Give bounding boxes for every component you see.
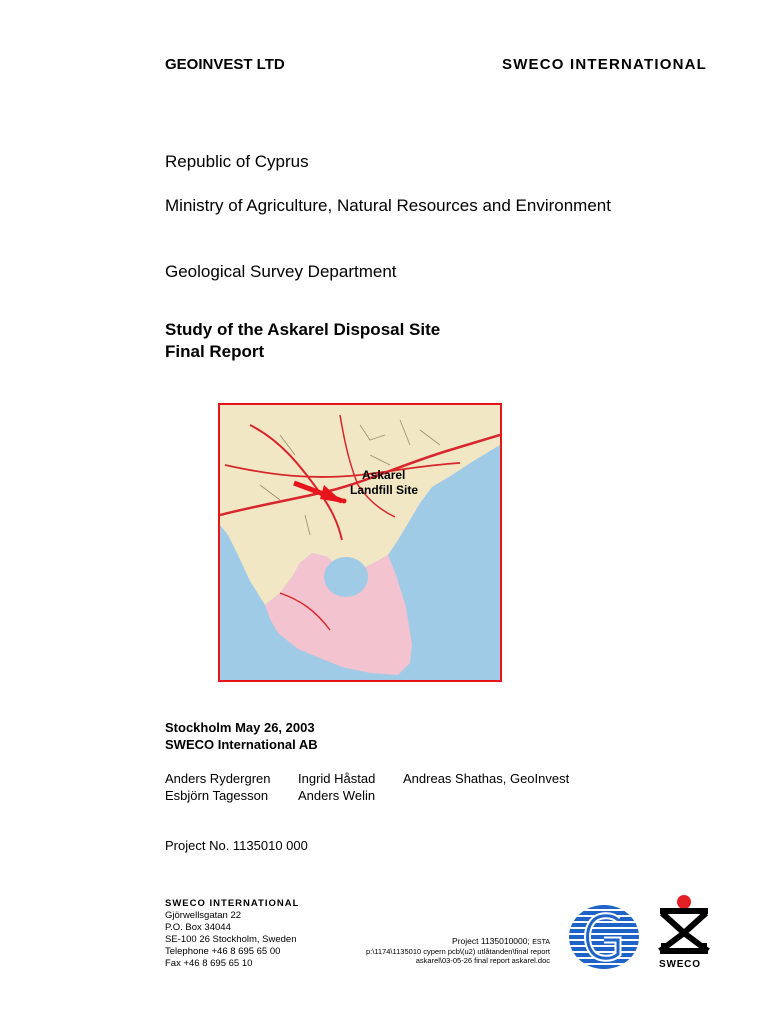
location-map — [218, 403, 502, 682]
address-company: SWECO INTERNATIONAL — [165, 898, 300, 909]
sweco-logo — [654, 893, 714, 964]
author-3: Andreas Shathas, GeoInvest — [403, 771, 570, 786]
file-project-code: Project 1135010000; — [452, 936, 530, 946]
file-reference-line1 — [366, 937, 550, 947]
header-company-left: GEOINVEST LTD — [165, 56, 285, 73]
author-2: Ingrid Håstad — [298, 771, 376, 786]
report-title — [165, 319, 440, 363]
geoinvest-logo — [568, 904, 640, 975]
map-salt-lake — [324, 557, 368, 597]
geoinvest-globe-icon — [568, 904, 640, 970]
sweco-mark — [660, 911, 708, 951]
file-reference — [366, 937, 550, 965]
sweco-logo-text: SWECO — [659, 959, 701, 970]
client-department: Geological Survey Department — [165, 262, 397, 281]
map-site-label-line1: Askarel — [362, 468, 406, 482]
map-site-label-line2: Landfill Site — [350, 483, 419, 497]
header-company-right: SWECO INTERNATIONAL — [501, 56, 707, 73]
report-date-block — [165, 719, 318, 753]
address-street: Gjörwellsgatan 22 — [165, 910, 242, 921]
sweco-emblem-icon — [654, 893, 714, 959]
file-name: askarel\03-05-26 final report askarel.doc — [415, 956, 550, 965]
file-path: p:\1174\1135010 cypern pcb\(u2) utlåtanden\final report — [365, 947, 550, 956]
report-issuer: SWECO International AB — [165, 737, 318, 752]
client-ministry: Ministry of Agriculture, Natural Resources and Environment — [165, 196, 611, 215]
address-pobox: P.O. Box 34044 — [165, 922, 231, 933]
report-title-line2: Final Report — [165, 342, 265, 361]
client-country: Republic of Cyprus — [165, 152, 309, 171]
address-telephone: Telephone +46 8 695 65 00 — [165, 946, 281, 957]
author-5: Anders Welin — [298, 788, 376, 803]
author-1: Anders Rydergren — [165, 771, 271, 786]
report-date: Stockholm May 26, 2003 — [165, 720, 315, 735]
map-site-marker — [342, 499, 347, 504]
file-project-suffix: ESTA — [532, 939, 550, 946]
report-title-line1: Study of the Askarel Disposal Site — [165, 320, 441, 339]
map-graphic — [220, 405, 500, 680]
sweco-dot — [677, 895, 691, 909]
project-number: Project No. 1135010 000 — [165, 838, 308, 853]
address-fax: Fax +46 8 695 65 10 — [165, 958, 253, 969]
address-city: SE-100 26 Stockholm, Sweden — [165, 934, 297, 945]
address-block — [165, 898, 299, 970]
author-4: Esbjörn Tagesson — [165, 788, 269, 803]
